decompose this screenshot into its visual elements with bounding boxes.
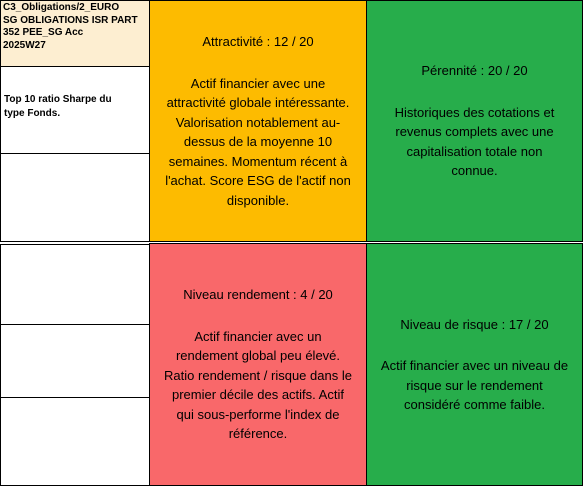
ranking-note-cell <box>0 66 150 154</box>
perennite-line: capitalisation totale non <box>406 143 543 159</box>
attractivite-line: dessus de la moyenne 10 <box>183 134 333 149</box>
perennite-line: connue. <box>451 163 498 179</box>
rendement-line: Ratio rendement / risque dans le <box>164 367 352 383</box>
rendement-line: référence. <box>228 426 288 442</box>
risque-panel <box>366 243 583 486</box>
attractivite-line: disponible. <box>226 192 290 208</box>
perennite-panel <box>366 0 583 242</box>
rendement-panel <box>149 243 367 486</box>
rendement-text <box>164 327 352 444</box>
attractivite-title: Attractivité : 12 / 20 <box>202 34 314 49</box>
rendement-line: premier décile des actifs. Actif <box>172 387 344 403</box>
perennite-text <box>395 103 555 181</box>
attractivite-line: semaines. Momentum récent à <box>168 153 348 169</box>
rendement-line: rendement global peu élevé. <box>175 348 341 364</box>
risque-text <box>381 356 568 415</box>
risque-line: risque sur le rendement <box>406 377 543 393</box>
fund-share: 352 PEE_SG Acc <box>3 27 84 38</box>
ranking-note-line1: Top 10 ratio Sharpe du <box>4 94 112 105</box>
empty-cell-2 <box>0 244 150 325</box>
ranking-note-line2: type Fonds. <box>4 108 61 119</box>
perennite-title: Pérennité : 20 / 20 <box>421 63 528 79</box>
rendement-title: Niveau rendement : 4 / 20 <box>183 287 333 303</box>
empty-cell-4 <box>0 397 150 486</box>
attractivite-text <box>165 74 351 211</box>
attractivite-line: attractivité globale intéressante. <box>166 95 350 110</box>
rendement-line: Actif financier avec un <box>194 328 322 344</box>
risque-line: considéré comme faible. <box>404 397 545 412</box>
fund-name: SG OBLIGATIONS ISR PART <box>3 14 138 26</box>
empty-cell-3 <box>0 324 150 398</box>
fund-header-cell <box>0 0 150 67</box>
attractivite-panel <box>149 0 367 242</box>
risque-line: Actif financier avec un niveau de <box>380 358 569 373</box>
rendement-line: qui sous-performe l'index de <box>176 406 340 422</box>
fund-week: 2025W27 <box>3 39 46 51</box>
empty-cell-1 <box>0 153 150 242</box>
perennite-line: revenus complets avec une <box>395 124 554 140</box>
attractivite-line: Valorisation notablement au- <box>175 114 341 130</box>
fund-category: C3_Obligations/2_EURO <box>3 2 120 13</box>
attractivite-line: Actif financier avec une <box>190 75 326 91</box>
perennite-line: Historiques des cotations et <box>394 104 555 120</box>
attractivite-line: l'achat. Score ESG de l'actif non <box>165 173 351 188</box>
risque-title: Niveau de risque : 17 / 20 <box>400 316 549 332</box>
